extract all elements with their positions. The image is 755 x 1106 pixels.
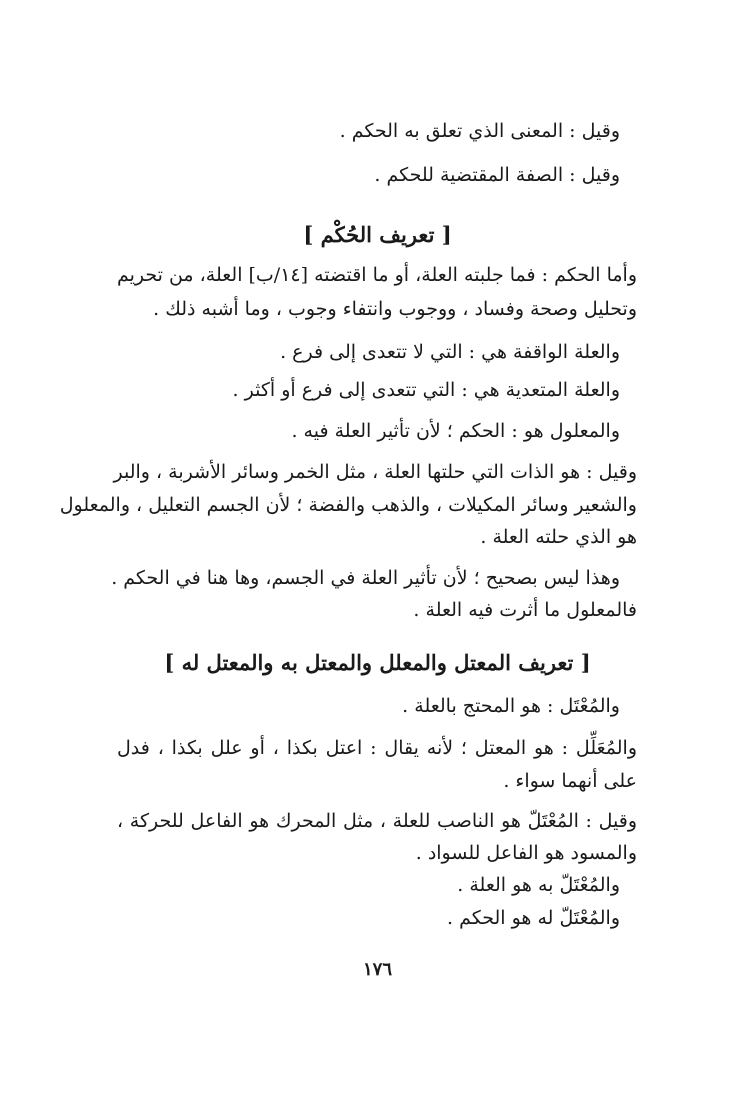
text-line-19: والمُعْتَلّ له هو الحكم . <box>447 907 620 929</box>
text-line-2: وقيل : الصفة المقتضية للحكم . <box>374 164 620 186</box>
text-line-4: وتحليل وصحة وفساد ، ووجوب وانتفاء وجوب ، وما أشبه ذلك . <box>153 298 637 320</box>
text-line-17: والمسود هو الفاعل للسواد . <box>415 842 637 864</box>
section-heading-hukm: [ تعريف الحُكْم ] <box>303 222 452 247</box>
text-line-3: وأما الحكم : فما جلبته العلة، أو ما اقتضته [١٤/ب] العلة، من تحريم <box>116 264 637 286</box>
text-line-8: وقيل : هو الذات التي حلتها العلة ، مثل الخمر وسائر الأشربة ، والبر <box>113 461 637 483</box>
section-heading-mutall: [ تعريف المعتل والمعلل والمعتل به والمعتل له ] <box>164 650 591 675</box>
text-line-14: والمُعَلِّل : هو المعتل ؛ لأنه يقال : اعتل بكذا ، أو علل بكذا ، فدل <box>117 737 637 759</box>
text-line-15: على أنهما سواء . <box>503 770 637 792</box>
text-line-9: والشعير وسائر المكيلات ، والذهب والفضة ؛ لأن الجسم التعليل ، والمعلول <box>59 494 637 516</box>
text-line-10: هو الذي حلته العلة . <box>480 526 637 548</box>
text-line-13: والمُعْتَل : هو المحتج بالعلة . <box>402 695 620 717</box>
text-line-5: والعلة الواقفة هي : التي لا تتعدى إلى فرع . <box>280 341 620 363</box>
text-line-11: وهذا ليس بصحيح ؛ لأن تأثير العلة في الجسم، وها هنا في الحكم . <box>111 567 620 589</box>
text-line-18: والمُعْتَلّ به هو العلة . <box>457 874 620 896</box>
text-line-12: فالمعلول ما أثرت فيه العلة . <box>413 599 637 621</box>
page-number: ١٧٦ <box>362 959 392 980</box>
text-line-1: وقيل : المعنى الذي تعلق به الحكم . <box>339 120 620 142</box>
text-line-16: وقيل : المُعْتَلّ هو الناصب للعلة ، مثل المحرك هو الفاعل للحركة ، <box>117 810 637 832</box>
text-line-6: والعلة المتعدية هي : التي تتعدى إلى فرع أو أكثر . <box>232 379 620 401</box>
text-line-7: والمعلول هو : الحكم ؛ لأن تأثير العلة فيه . <box>291 420 620 442</box>
